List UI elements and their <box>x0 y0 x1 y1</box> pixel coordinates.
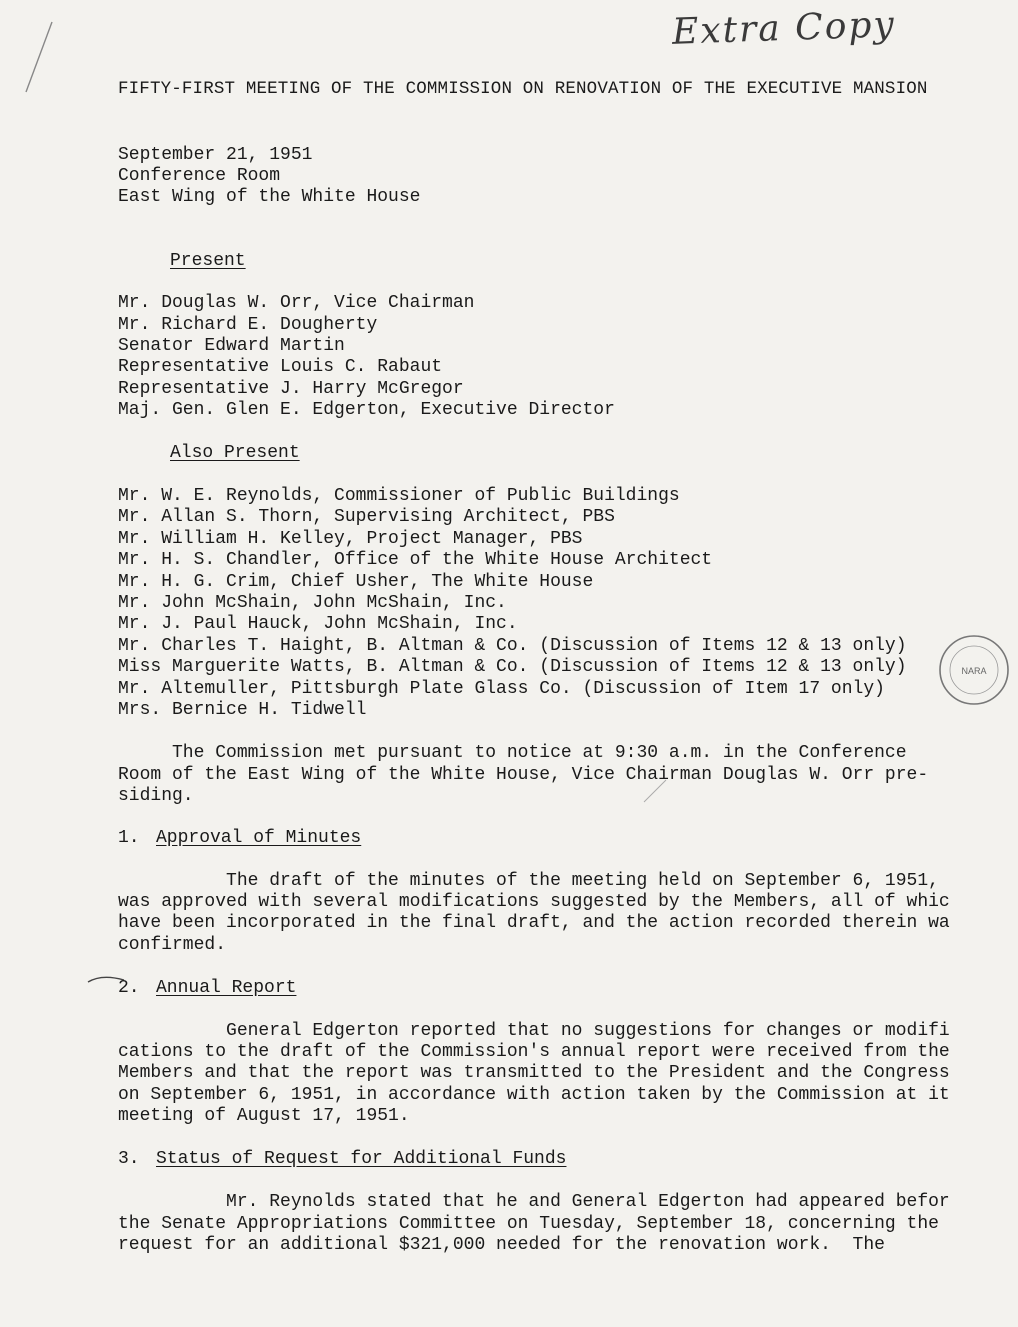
intro-line: The Commission met pursuant to notice at 9:30 a.m. in the Conference <box>118 743 907 763</box>
section-line: on September 6, 1951, in accordance with action taken by the Commission at it <box>118 1085 950 1105</box>
pen-mark <box>18 18 58 98</box>
present-name: Maj. Gen. Glen E. Edgerton, Executive Director <box>118 400 615 420</box>
also-present-heading: Also Present <box>170 443 300 463</box>
also-present-name: Mr. H. S. Chandler, Office of the White House Architect <box>118 550 713 570</box>
present-name: Representative J. Harry McGregor <box>118 379 464 399</box>
also-present-name: Mr. William H. Kelley, Project Manager, PBS <box>118 529 583 549</box>
section-line: was approved with several modifications suggested by the Members, all of whic <box>118 892 950 912</box>
also-present-name: Miss Marguerite Watts, B. Altman & Co. (Discussion of Items 12 & 13 only) <box>118 657 907 677</box>
present-heading: Present <box>170 251 246 271</box>
also-present-name: Mrs. Bernice H. Tidwell <box>118 700 367 720</box>
meeting-date: September 21, 1951 <box>118 145 313 165</box>
section-line: have been incorporated in the final draft, and the action recorded therein wa <box>118 913 950 933</box>
also-present-name: Mr. W. E. Reynolds, Commissioner of Public Buildings <box>118 486 680 506</box>
section-line: confirmed. <box>118 935 227 955</box>
also-present-name: Mr. John McShain, John McShain, Inc. <box>118 593 507 613</box>
section-number: 2. <box>118 978 140 998</box>
section-heading: Approval of Minutes <box>156 828 362 848</box>
section-number: 1. <box>118 828 140 848</box>
section-line: General Edgerton reported that no suggestions for changes or modifi <box>118 1021 950 1041</box>
present-name: Senator Edward Martin <box>118 336 345 356</box>
section-line: the Senate Appropriations Committee on Tuesday, September 18, concerning the <box>118 1214 939 1234</box>
also-present-name: Mr. H. G. Crim, Chief Usher, The White House <box>118 572 594 592</box>
stamp-label: NARA <box>961 666 987 676</box>
section-line: request for an additional $321,000 needed for the renovation work. The <box>118 1235 885 1255</box>
section-line: The draft of the minutes of the meeting held on September 6, 1951, <box>118 871 939 891</box>
section-heading: Status of Request for Additional Funds <box>156 1149 567 1169</box>
section-line: meeting of August 17, 1951. <box>118 1106 410 1126</box>
intro-line: siding. <box>118 786 194 806</box>
present-name: Representative Louis C. Rabaut <box>118 357 443 377</box>
also-present-name: Mr. J. Paul Hauck, John McShain, Inc. <box>118 614 518 634</box>
also-present-name: Mr. Charles T. Haight, B. Altman & Co. (Discussion of Items 12 & 13 only) <box>118 636 907 656</box>
also-present-name: Mr. Altemuller, Pittsburgh Plate Glass Co. (Discussion of Item 17 only) <box>118 679 885 699</box>
meeting-place: East Wing of the White House <box>118 187 421 207</box>
present-name: Mr. Douglas W. Orr, Vice Chairman <box>118 293 475 313</box>
handwritten-annotation: Extra Copy <box>671 4 897 53</box>
present-name: Mr. Richard E. Dougherty <box>118 315 378 335</box>
section-line: cations to the draft of the Commission's annual report were received from the <box>118 1042 950 1062</box>
also-present-name: Mr. Allan S. Thorn, Supervising Architect, PBS <box>118 507 615 527</box>
section-heading: Annual Report <box>156 978 297 998</box>
document-title: FIFTY-FIRST MEETING OF THE COMMISSION ON RENOVATION OF THE EXECUTIVE MANSION <box>118 79 928 99</box>
section-line: Mr. Reynolds stated that he and General Edgerton had appeared befor <box>118 1192 950 1212</box>
intro-line: Room of the East Wing of the White House, Vice Chairman Douglas W. Orr pre- <box>118 765 929 785</box>
section-number: 3. <box>118 1149 140 1169</box>
nara-stamp <box>936 632 1012 708</box>
section-line: Members and that the report was transmitted to the President and the Congress <box>118 1063 950 1083</box>
meeting-room: Conference Room <box>118 166 281 186</box>
